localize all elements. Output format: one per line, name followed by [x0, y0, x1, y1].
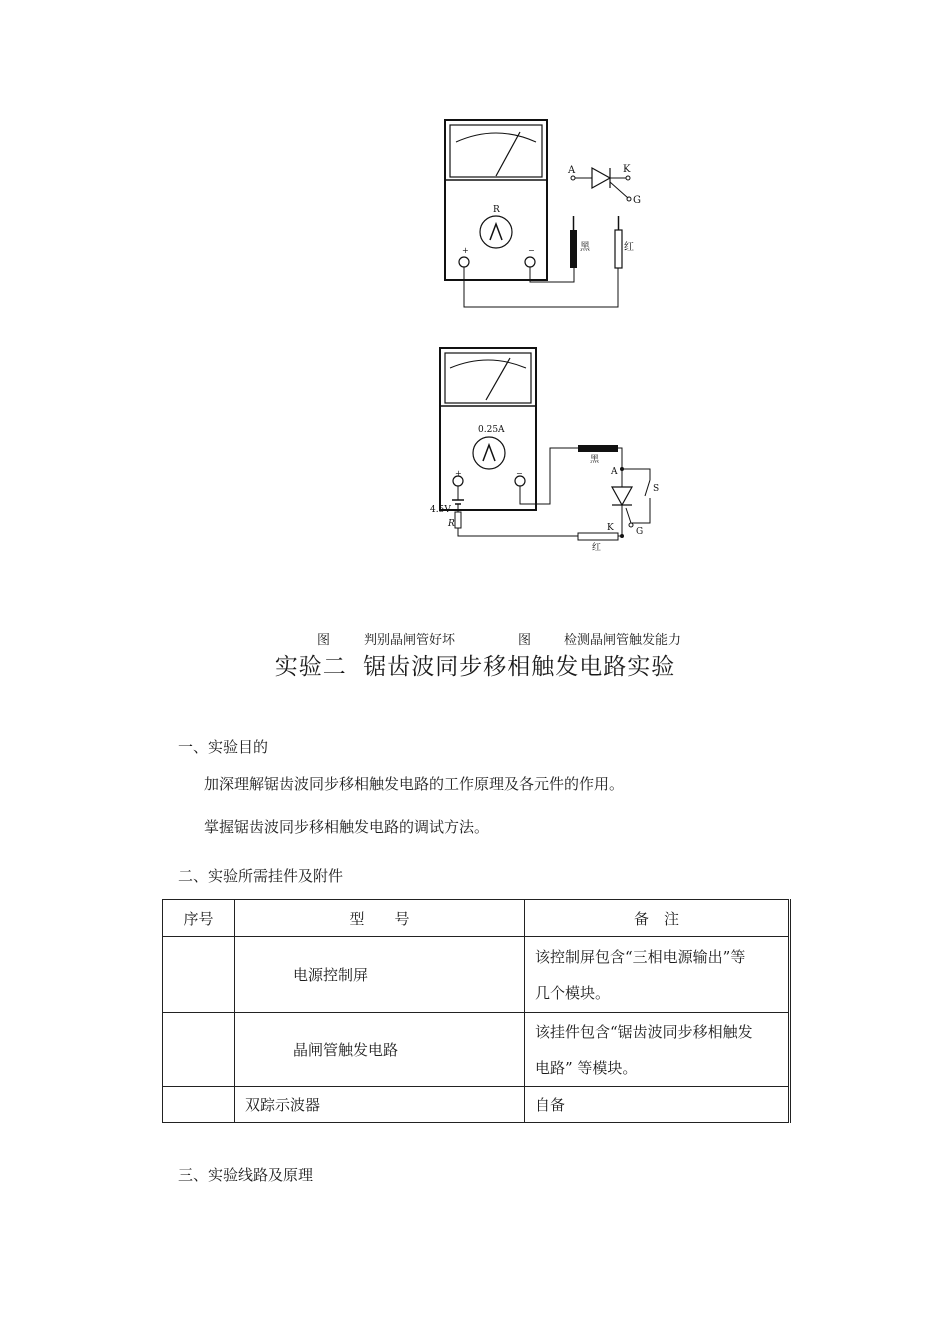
section-heading-circuit: 三、实验线路及原理 [178, 1166, 314, 1184]
dial-label: R [493, 205, 500, 215]
terminal-k-label: K [607, 523, 614, 533]
cell-no [163, 1013, 235, 1087]
terminal-g-label: G [633, 195, 641, 206]
red-probe [578, 533, 618, 540]
minus-label: − [516, 469, 523, 478]
caption-right-fig: 图 [518, 633, 532, 648]
minus-label: − [528, 246, 535, 255]
terminal-k-label: K [623, 164, 631, 175]
cell-note [525, 937, 790, 1013]
note-line-2: 几个模块。 [535, 983, 611, 1002]
caption-left-text: 判别晶闸管好坏 [364, 633, 456, 648]
plus-label: + [455, 469, 462, 478]
header-note: 备 注 [525, 900, 790, 937]
caption-right-text: 检测晶闸管触发能力 [564, 633, 682, 648]
minus-jack [525, 257, 535, 267]
table-row [163, 1013, 790, 1087]
cell-note: 自备 [525, 1087, 790, 1123]
meter-needle [496, 132, 520, 176]
note-line-1: 该挂件包含“锯齿波同步移相触发 [535, 1022, 753, 1041]
dial-knob [480, 216, 512, 248]
black-probe [570, 230, 577, 268]
meter-needle [486, 358, 510, 400]
section-heading-equipment: 二、实验所需挂件及附件 [178, 867, 344, 885]
cell-no [163, 937, 235, 1013]
cell-no [163, 1087, 235, 1123]
cell-model: 晶闸管触发电路 [235, 1013, 525, 1087]
meter-body [445, 120, 547, 280]
equipment-table [162, 899, 791, 1123]
plus-jack [459, 257, 469, 267]
plus-label: + [462, 246, 469, 255]
red-lead-label: 红 [624, 242, 634, 253]
page-title: 实验二 锯齿波同步移相触发电路实验 [274, 654, 676, 680]
black-lead-label: 黑 [580, 242, 590, 253]
figure-trigger-test [400, 340, 690, 560]
purpose-paragraph-2: 掌握锯齿波同步移相触发电路的调试方法。 [204, 818, 490, 836]
cell-model: 双踪示波器 [235, 1087, 525, 1123]
battery-label: 4.5V [430, 505, 451, 515]
caption-left-fig: 图 [317, 633, 331, 648]
table-row [163, 1087, 790, 1123]
header-model: 型 号 [235, 900, 525, 937]
dial-label: 0.25A [478, 425, 505, 435]
figure-thyristor-check [400, 110, 680, 320]
section-heading-purpose: 一、实验目的 [178, 738, 269, 756]
red-probe [615, 230, 622, 268]
terminal-g-label: G [636, 527, 644, 537]
switch-symbol [645, 480, 650, 496]
cell-note [525, 1013, 790, 1087]
thyristor-symbol [612, 487, 632, 505]
switch-label: S [653, 484, 660, 494]
note-line-1: 该控制屏包含“三相电源输出”等 [535, 947, 746, 966]
cell-model: 电源控制屏 [235, 937, 525, 1013]
table-header-row [163, 900, 790, 937]
dial-knob [473, 437, 505, 469]
table-row [163, 937, 790, 1013]
purpose-paragraph-1: 加深理解锯齿波同步移相触发电路的工作原理及各元件的作用。 [204, 775, 625, 793]
resistor-label: R [448, 519, 455, 529]
black-probe [578, 445, 618, 452]
header-no: 序号 [163, 900, 235, 937]
terminal-a-label: A [611, 467, 618, 477]
black-lead-label: 黑 [590, 455, 600, 465]
note-line-2: 电路” 等模块。 [535, 1058, 638, 1077]
red-lead-label: 红 [592, 543, 602, 553]
thyristor-symbol [592, 168, 610, 188]
terminal-a-label: A [568, 165, 576, 176]
resistor-symbol [455, 512, 461, 528]
